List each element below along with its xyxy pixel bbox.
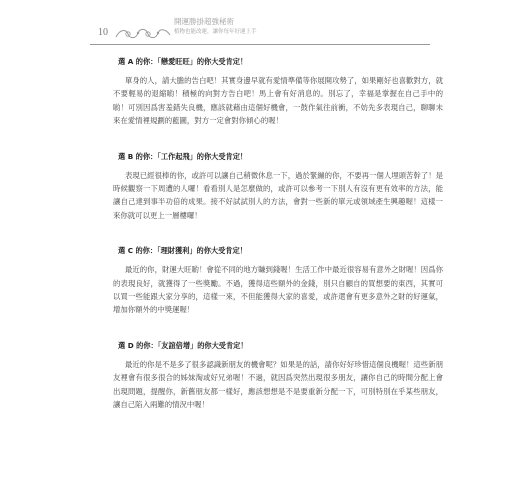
running-subtitle: 植物也能改運，讓你每年好運上手 xyxy=(174,29,257,35)
running-title: 開運勝掛超強秘術 xyxy=(174,17,234,26)
section-heading: 選 B 的你：「工作起飛」的你大受肯定！ xyxy=(118,151,248,161)
section-heading: 選 C 的你：「理財獲利」的你大受肯定！ xyxy=(118,246,247,256)
page-header xyxy=(0,0,520,50)
result-section-b xyxy=(113,152,443,223)
result-section-d xyxy=(113,341,443,412)
result-section-c xyxy=(113,246,443,317)
header-rule xyxy=(90,44,430,45)
section-heading: 選 A 的你：「戀愛旺旺」的你大受肯定！ xyxy=(118,57,248,66)
result-section-a xyxy=(113,57,443,128)
section-body: 最近的你，財運大旺喲！會從不同的地方賺到錢喔！生活工作中最近很容易有意外之財喔！因爲你的表現良好，就獲得了一些獎勵。不過，獲得這些額外的金錢，別只自顧自的買想要的東西，其實可以買一些能跟大家分享的，這樣一來，不但能獲得大家的喜愛，或許還會有更多意外之財的好運氣，增加你額外的中獎運喔！ xyxy=(113,265,443,315)
swirl-ornament-icon xyxy=(114,26,172,42)
page-number: 10 xyxy=(98,27,108,38)
section-heading: 選 D 的你：「友誼倍增」的你大受肯定！ xyxy=(118,340,248,350)
section-body: 最近的你是不是多了很多認識新朋友的機會呢？如果是的話，請你好好珍惜這個良機喔！這些新朋友裡會有很多很合的姊妹淘或好兄弟喔！不過，就因爲突然出現很多朋友，讓你自己的時間分配上會出現問題，提醒你，新舊朋友都一樣好，應該想想是不是要重新分配一下，可別特別在乎某些朋友，讓自己陷入兩難的情況中喔！ xyxy=(113,359,443,410)
page-content xyxy=(113,57,443,412)
section-body: 表現已經很棒的你，或許可以讓自己稍微休息一下，過於緊繃的你，不要再一個人埋頭苦幹了！是時候觀察一下周遭的人囉！看看別人是怎麼做的，或許可以參考一下別人有沒有更有效率的方法，能讓自己達到事半功倍的成果。接不好試試別人的方法，會對一些新的單元或領域產生興趣喔！這樣一來你就可以更上一層樓囉！ xyxy=(113,170,443,220)
section-body: 單身的人，請大膽的告白吧！其實身邊早就有愛情準備等你展開攻勢了，如果剛好也喜歡對方，就不要輕易的退縮喲！積極的向對方告白吧！馬上會有好消息的。別忘了，幸福是掌握在自己手中的喲！可別因爲害羞錯失良機，應該就藉由這個好機會，一鼓作氣往前衝，不妨先多表現自己，聊聊未來在愛情裡規劃的藍圖，對方一定會對你傾心的喔！ xyxy=(113,76,443,126)
